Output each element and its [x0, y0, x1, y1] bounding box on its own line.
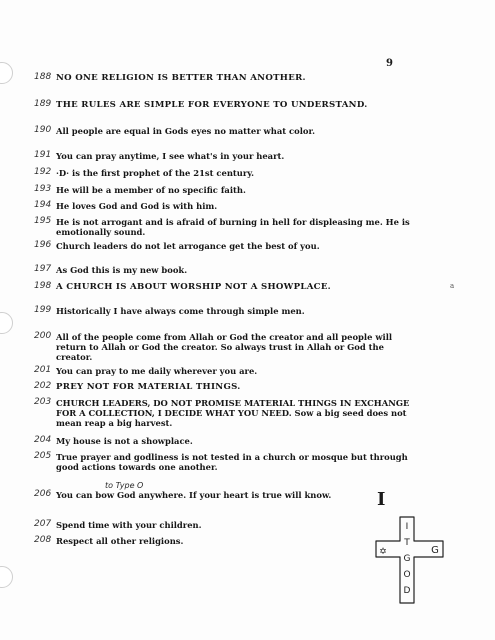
handwritten-note: to Type O: [105, 481, 144, 490]
cross-letter: T: [404, 538, 410, 548]
entry-text: All of the people come from Allah or God the creator and all people will return to Allah or God the creator. So always trust in Allah or God the creator.: [56, 332, 393, 362]
entry-number: 203: [34, 397, 52, 407]
punch-hole-middle: [0, 312, 13, 334]
entry-number: 199: [34, 305, 52, 315]
entry-number: 191: [34, 150, 52, 160]
cross-letter: D: [403, 586, 411, 596]
entry-number: 194: [34, 200, 52, 210]
entry-number: 189: [34, 99, 52, 109]
entry-text: A CHURCH IS ABOUT WORSHIP NOT A SHOWPLACE.: [56, 282, 331, 292]
punch-hole-bottom: [0, 566, 13, 588]
entry-number: 200: [34, 331, 52, 341]
entry-text: As God this is my new book.: [56, 265, 188, 275]
entry-text: He loves God and God is with him.: [56, 201, 218, 211]
entry-text: You can pray to me daily wherever you are.: [56, 366, 258, 376]
entry-text: All people are equal in Gods eyes no matter what color.: [56, 126, 316, 136]
entry-number: 198: [34, 281, 52, 291]
entry-number: 208: [34, 535, 52, 545]
entry-text: My house is not a showplace.: [56, 436, 193, 446]
entry-text: CHURCH LEADERS, DO NOT PROMISE MATERIAL THINGS IN EXCHANGE FOR A COLLECTION, I DECIDE WHAT YOU NEED. Sow a big seed does not mean reap a big harvest.: [56, 398, 410, 428]
entry-text: NO ONE RELIGION IS BETTER THAN ANOTHER.: [56, 73, 306, 83]
entry-text: You can pray anytime, I see what's in your heart.: [56, 151, 285, 161]
entry-text: You can bow God anywhere. If your heart is true will know.: [56, 490, 332, 500]
entry-text: Church leaders do not let arrogance get the best of you.: [56, 241, 320, 251]
entry-number: 201: [34, 365, 52, 375]
entry-number: 190: [34, 125, 52, 135]
entry-number: 196: [34, 240, 52, 250]
entry-number: 202: [34, 381, 52, 391]
svg-text:ITGOD: [403, 522, 410, 596]
entry-number: 192: [34, 167, 52, 177]
entry-number: 195: [34, 216, 52, 226]
entry-text: THE RULES ARE SIMPLE FOR EVERYONE TO UNDERSTAND.: [56, 100, 368, 110]
entry-text: Respect all other religions.: [56, 536, 184, 546]
entry-number: 206: [34, 489, 52, 499]
entry-number: 193: [34, 184, 52, 194]
entry-text: PREY NOT FOR MATERIAL THINGS.: [56, 382, 241, 392]
cross-right-letter: G: [431, 545, 439, 556]
star-of-david-icon: ✡: [379, 547, 387, 557]
entry-text: True prayer and godliness is not tested in a church or mosque but through good actions towards one another.: [56, 452, 408, 472]
entry-text: Spend time with your children.: [56, 520, 202, 530]
entry-text: Historically I have always come through simple men.: [56, 306, 305, 316]
entry-number: 207: [34, 519, 52, 529]
entry-number: 205: [34, 451, 52, 461]
entry-number: 204: [34, 435, 52, 445]
stray-mark: a: [450, 282, 455, 290]
hand-drawn-cross: [373, 515, 448, 605]
cross-letter: G: [403, 554, 411, 564]
entry-number: 197: [34, 264, 52, 274]
entry-text: He will be a member of no specific faith.: [56, 185, 246, 195]
cross-letter: I: [405, 522, 409, 532]
cross-letter: O: [403, 570, 411, 580]
entry-text: ·D· is the first prophet of the 21st century.: [56, 168, 255, 178]
entry-text: He is not arrogant and is afraid of burning in hell for displeasing me. He is emotionally sound.: [56, 217, 410, 237]
large-letter-i: I: [377, 489, 386, 510]
page-number: 9: [386, 58, 393, 69]
punch-hole-top: [0, 62, 13, 84]
entry-number: 188: [34, 72, 52, 82]
